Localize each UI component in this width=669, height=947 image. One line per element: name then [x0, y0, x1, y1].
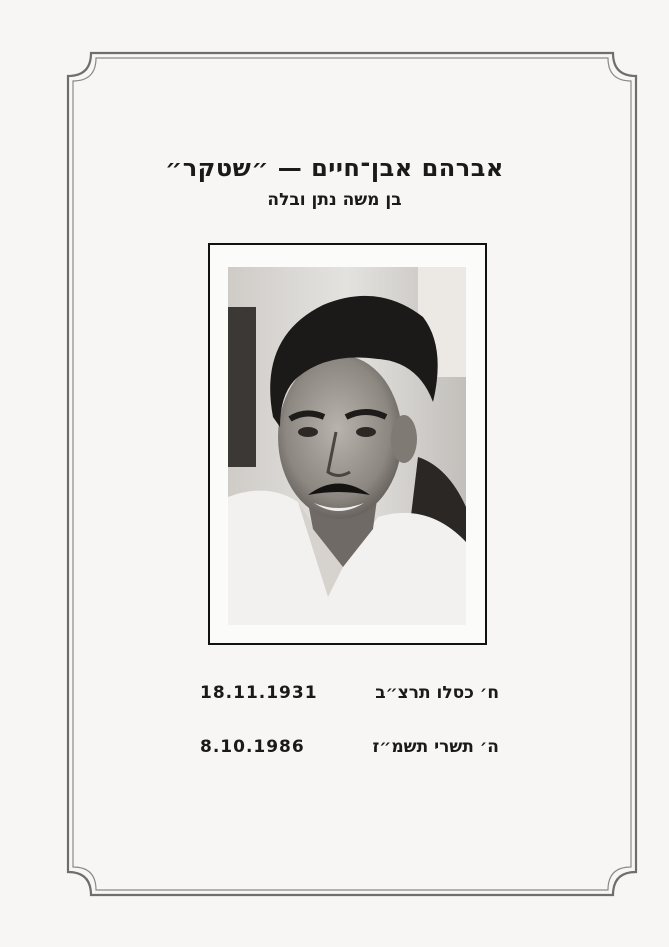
page-title: אברהם אבן־חיים — ״שטקר״ [165, 154, 504, 182]
photo-frame [208, 243, 487, 645]
birth-date-row [0, 683, 669, 709]
death-date-hebrew: ה׳ תשרי תשמ״ז [372, 737, 499, 757]
birth-date-gregorian: 18.11.1931 [200, 683, 318, 703]
birth-date-hebrew: ח׳ כסלו תרצ״ב [375, 683, 499, 703]
portrait-photo [228, 267, 466, 625]
page-subtitle: בן משה נתן ובלה [267, 190, 402, 210]
death-date-row [0, 737, 669, 763]
death-date-gregorian: 8.10.1986 [200, 737, 305, 757]
